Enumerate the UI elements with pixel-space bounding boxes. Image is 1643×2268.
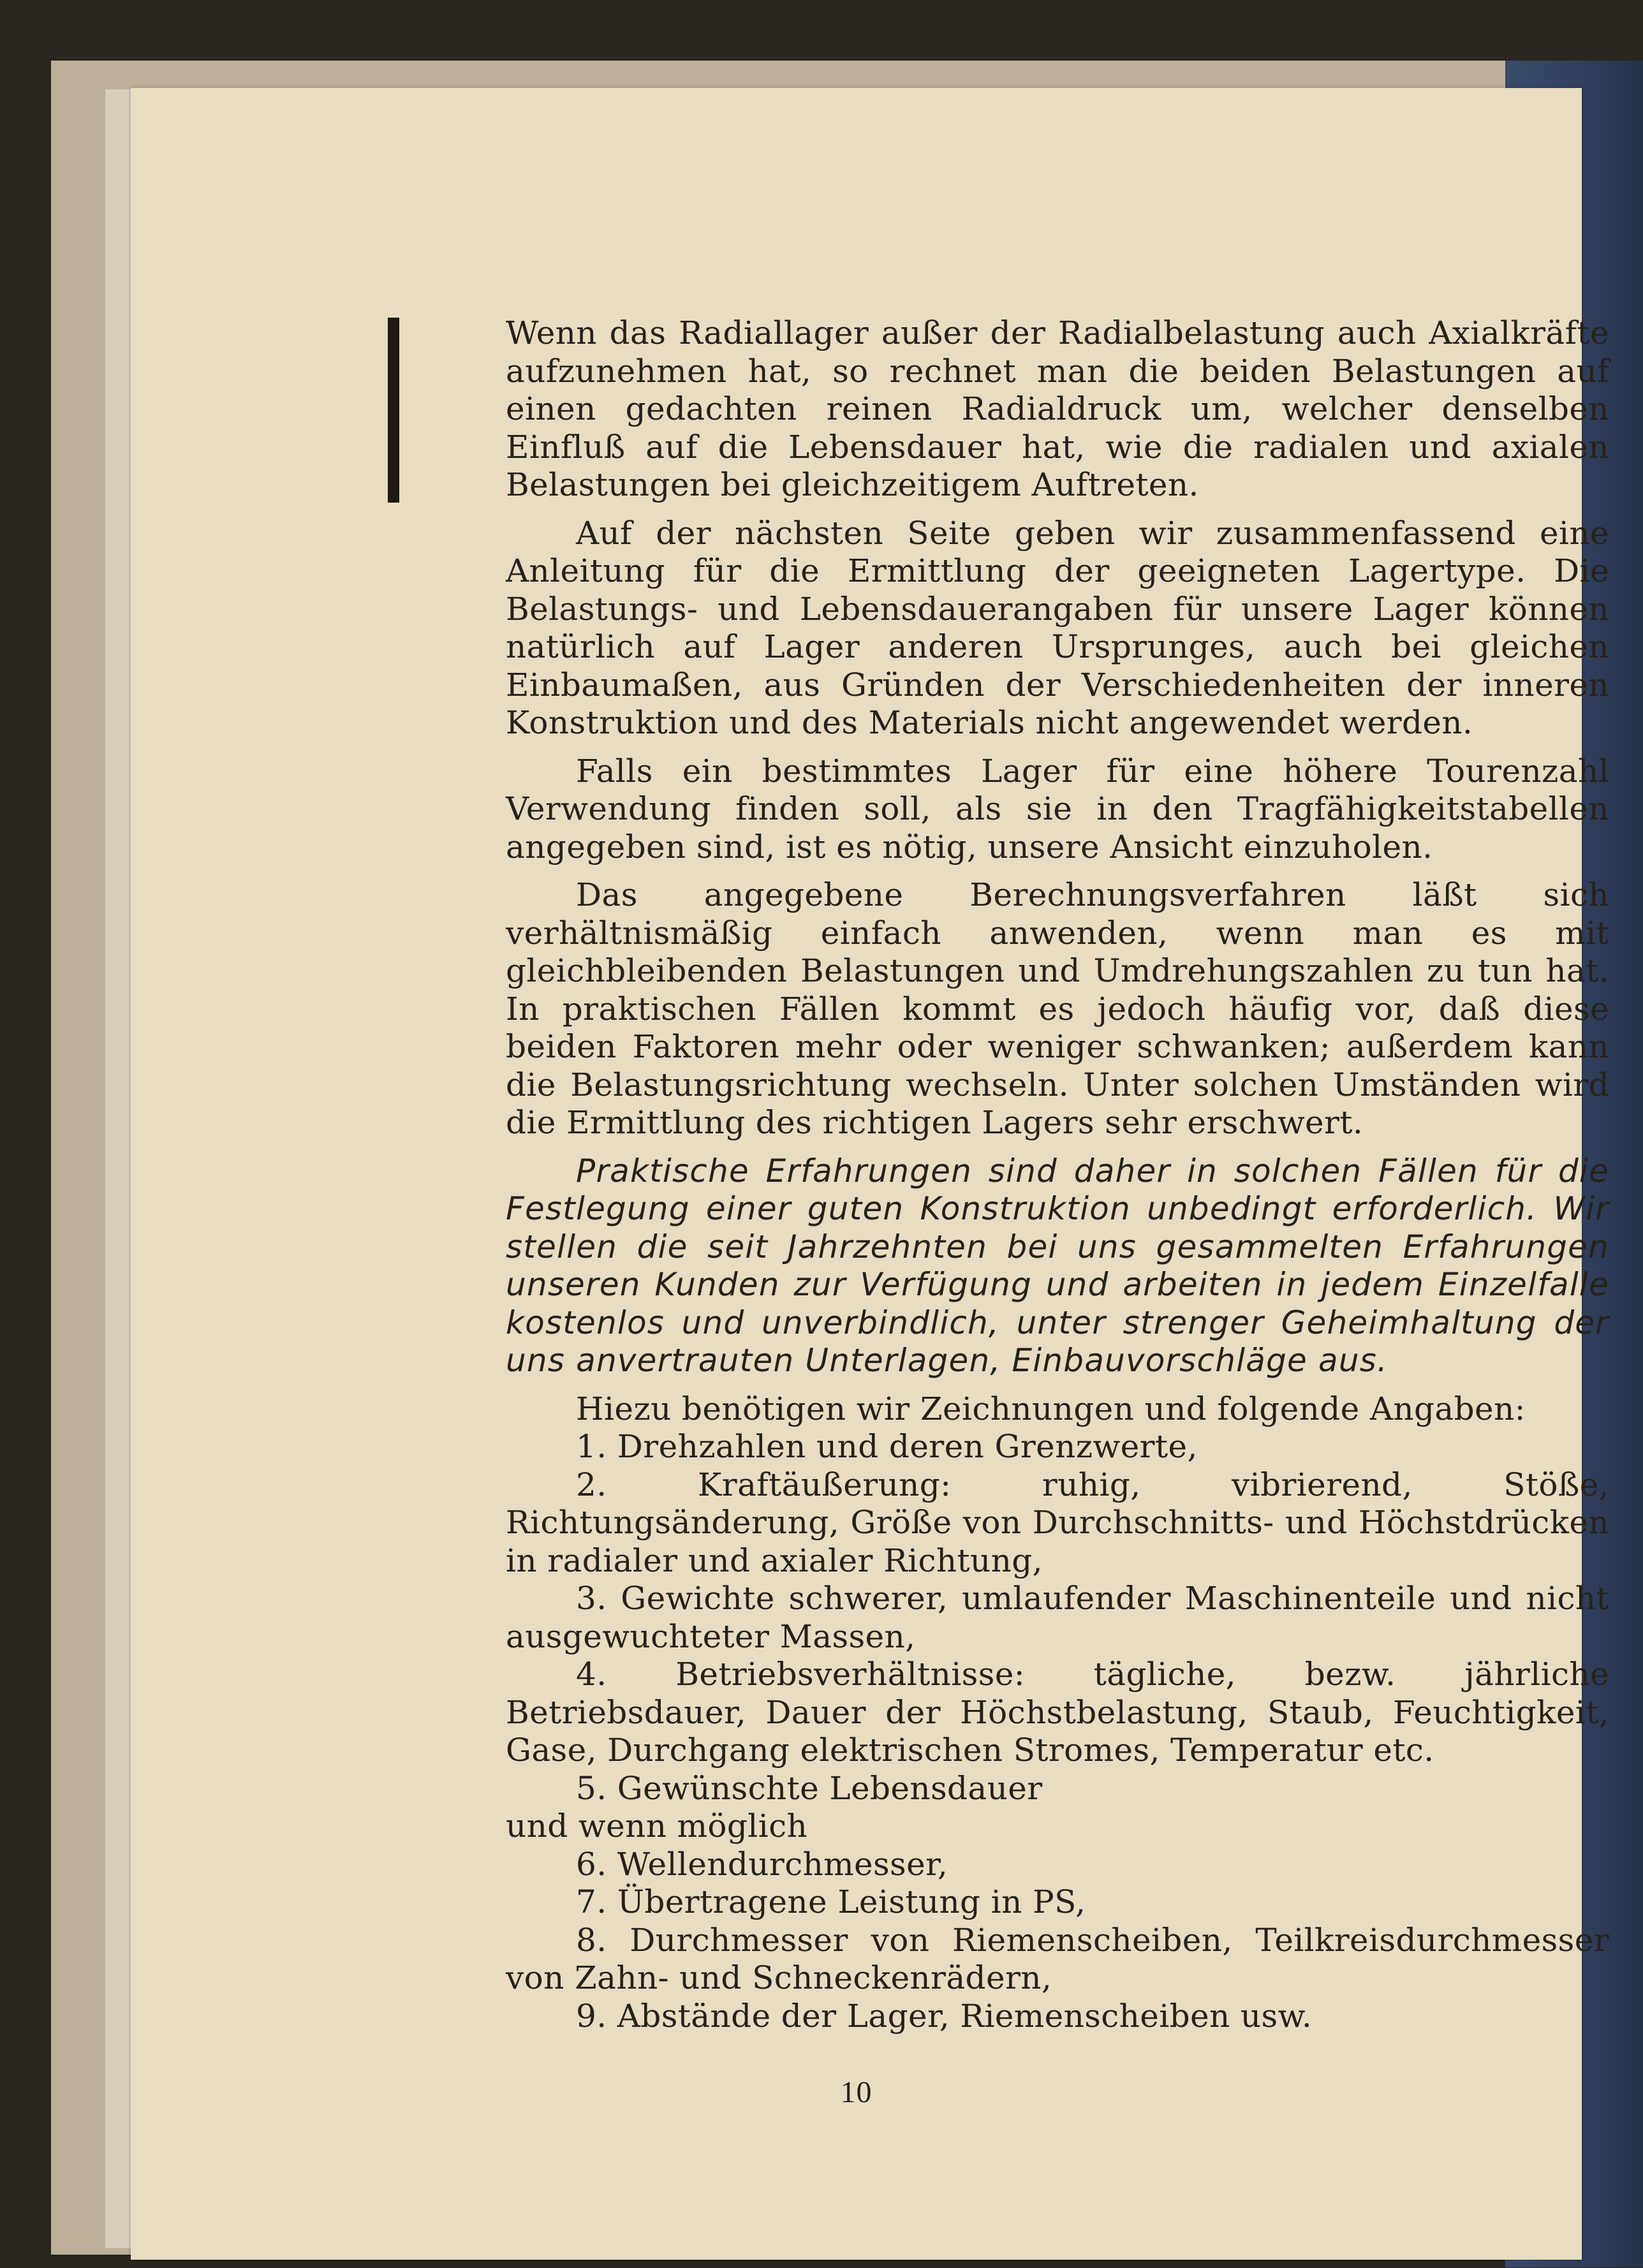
list-item: 8. Durchmesser von Riemenscheiben, Teilkreisdurchmesser von Zahn- und Schneckenrädern, [506, 1921, 1609, 1996]
list-item: 2. Kraftäußerung: ruhig, vibrierend, Stöße, Richtungsänderung, Größe von Durchschnitts- und Höchstdrücken in radialer und axialer Richtung, [506, 1466, 1609, 1579]
list-connector: und wenn möglich [506, 1808, 808, 1845]
margin-rule [388, 318, 399, 503]
list-item: 5. Gewünschte Lebensdauer [576, 1769, 1043, 1807]
paragraph-berechnungsverfahren: Das angegebene Berechnungsverfahren läßt sich verhältnismäßig einfach anwenden, wenn man es mit gleichbleibenden Belastungen und Umdrehungszahlen zu tun hat. In praktischen Fällen kommt es jedoch häufig vor, daß diese beiden Faktoren mehr oder weniger schwanken; außerdem kann die Belastungsrichtung wechseln. Unter solchen Umständen wird die Ermittlung des richtigen Lagers sehr erschwert. [506, 876, 1609, 1141]
list-item: 3. Gewichte schwerer, umlaufender Maschinenteile und nicht ausgewuchteter Massen, [506, 1580, 1609, 1655]
list-item: 9. Abstände der Lager, Riemenscheiben usw. [576, 1997, 1313, 2035]
page-number: 10 [840, 2075, 873, 2109]
paragraph-tourenzahl: Falls ein bestimmtes Lager für eine höhere Tourenzahl Verwendung finden soll, als sie in den Tragfähigkeitstabellen angegeben sind, ist es nötig, unsere Ansicht einzuholen. [506, 752, 1609, 865]
page-body [506, 314, 1609, 2035]
list-item: 1. Drehzahlen und deren Grenzwerte, [576, 1428, 1198, 1465]
book-page [131, 88, 1609, 2260]
requirements-list [506, 1428, 1609, 2035]
list-item: 6. Wellendurchmesser, [576, 1845, 948, 1883]
paragraph-next-page: Auf der nächsten Seite geben wir zusammenfassend eine Anleitung für die Ermittlung der geeigneten Lagertype. Die Belastungs- und Lebensdauerangaben für unsere Lager können natürlich auf Lager anderen Ursprunges, auch bei gleichen Einbaumaßen, aus Gründen der Verschiedenheiten der inneren Konstruktion und des Materials nicht angewendet werden. [506, 514, 1609, 741]
paragraph-praktische-erfahrungen: Praktische Erfahrungen sind daher in solchen Fällen für die Festlegung einer guten Konstruktion unbedingt erforderlich. Wir stellen die seit Jahrzehnten bei uns gesammelten Erfahrungen unseren Kunden zur Verfügung und arbeiten in jedem Einzelfalle kostenlos und unverbindlich, unter strenger Geheimhaltung der uns anvertrauten Unterlagen, Einbauvorschläge aus. [506, 1152, 1609, 1379]
paragraph-radial-axial: Wenn das Radiallager außer der Radialbelastung auch Axialkräfte aufzunehmen hat, so rechnet man die beiden Belastungen auf einen gedachten reinen Radialdruck um, welcher denselben Einfluß auf die Lebensdauer hat, wie die radialen und axialen Belastungen bei gleichzeitigem Auftreten. [506, 314, 1609, 503]
list-item: 4. Betriebsverhältnisse: tägliche, bezw. jährliche Betriebsdauer, Dauer der Höchstbelastung, Staub, Feuchtigkeit, Gase, Durchgang elektrischen Stromes, Temperatur etc. [506, 1656, 1609, 1769]
list-item: 7. Übertragene Leistung in PS, [576, 1883, 1086, 1920]
paragraph-hiezu: Hiezu benötigen wir Zeichnungen und folgende Angaben: [576, 1390, 1526, 1427]
